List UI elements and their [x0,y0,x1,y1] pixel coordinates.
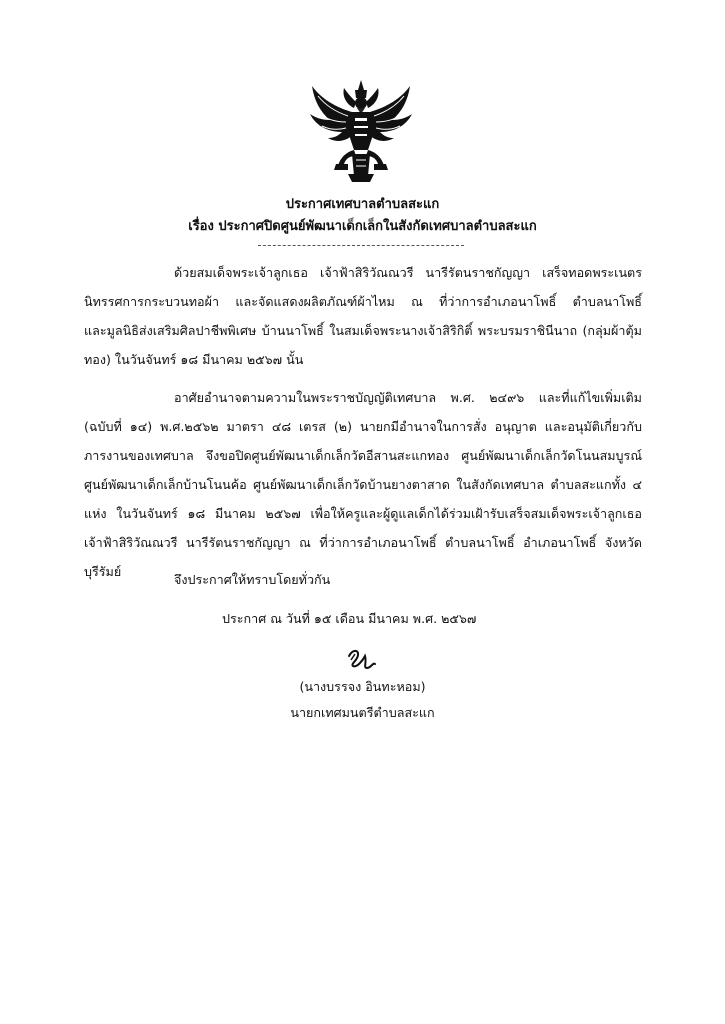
paragraph1-line: และมูลนิธิส่งเสริมศิลปาชีพพิเศษ บ้านนาโพธิ์ ในสมเด็จพระนางเจ้าสิริกิติ์ พระบรมราชินีนาถ (กลุ่มผ้าตุ้ม [84,323,642,338]
paragraph1-line: ด้วยสมเด็จพระเจ้าลูกเธอ เจ้าฟ้าสิริวัณณวรี นารีรัตนราชกัญญา เสร็จทอดพระเนตร [174,265,642,280]
closing-text: จึงประกาศให้ทราบโดยทั่วกัน [174,572,331,587]
announcement-date: ประกาศ ณ วันที่ ๑๕ เดือน มีนาคม พ.ศ. ๒๕๖๗ [222,611,477,626]
paragraph1-line: นิทรรศการกระบวนทอผ้า และจัดแสดงผลิตภัณฑ์ผ้าไหม ณ ที่ว่าการอำเภอนาโพธิ์ ตำบลนาโพธิ์ [84,294,642,309]
paragraph2-line: เจ้าฟ้าสิริวัณณวรี นารีรัตนราชกัญญา ณ ที่ว่าการอำเภอนาโพธิ์ ตำบลนาโพธิ์ อำเภอนาโพธิ์ จังหวัด [84,535,642,550]
paragraph2-line: (ฉบับที่ ๑๔) พ.ศ.๒๕๖๒ มาตรา ๔๘ เตรส (๒) นายกมีอำนาจในการสั่ง อนุญาต และอนุมัติเกี่ยวกับ [84,419,642,434]
garuda-emblem-icon [308,78,414,182]
signer-position: นายกเทศมนตรีตำบลสะแก [290,705,435,720]
paragraph2-line: ภารงานของเทศบาล จึงขอปิดศูนย์พัฒนาเด็กเล็กวัดอีสานสะแกทอง ศูนย์พัฒนาเด็กเล็กวัดโนนสมบูรณ์ [84,448,642,463]
signer-name: (นางบรรจง อินทะหอม) [299,679,426,694]
signature-image [345,646,379,674]
paragraph2-line: แห่ง ในวันจันทร์ ๑๘ มีนาคม ๒๕๖๗ เพื่อให้ครูและผู้ดูแลเด็กได้ร่วมเฝ้ารับเสร็จสมเด็จพระเจ้าลูกเธอ [84,506,642,521]
announcement-subject: เรื่อง ประกาศปิดศูนย์พัฒนาเด็กเล็กในสังกัดเทศบาลตำบลสะแก [188,219,537,234]
announcement-title: ประกาศเทศบาลตำบลสะแก [285,197,440,212]
title-divider [258,245,464,246]
paragraph2-line: อาศัยอำนาจตามความในพระราชบัญญัติเทศบาล พ.ศ. ๒๔๙๖ และที่แก้ไขเพิ่มเติม [174,390,642,405]
paragraph2-line: ศูนย์พัฒนาเด็กเล็กบ้านโนนค้อ ศูนย์พัฒนาเด็กเล็กวัดบ้านยางตาสาด ในสังกัดเทศบาล ตำบลสะแกทั้ง ๔ [84,477,642,492]
paragraph2-line: บุรีรัมย์ [84,564,122,579]
paragraph1-line: ทอง) ในวันจันทร์ ๑๘ มีนาคม ๒๕๖๗ นั้น [84,352,304,367]
